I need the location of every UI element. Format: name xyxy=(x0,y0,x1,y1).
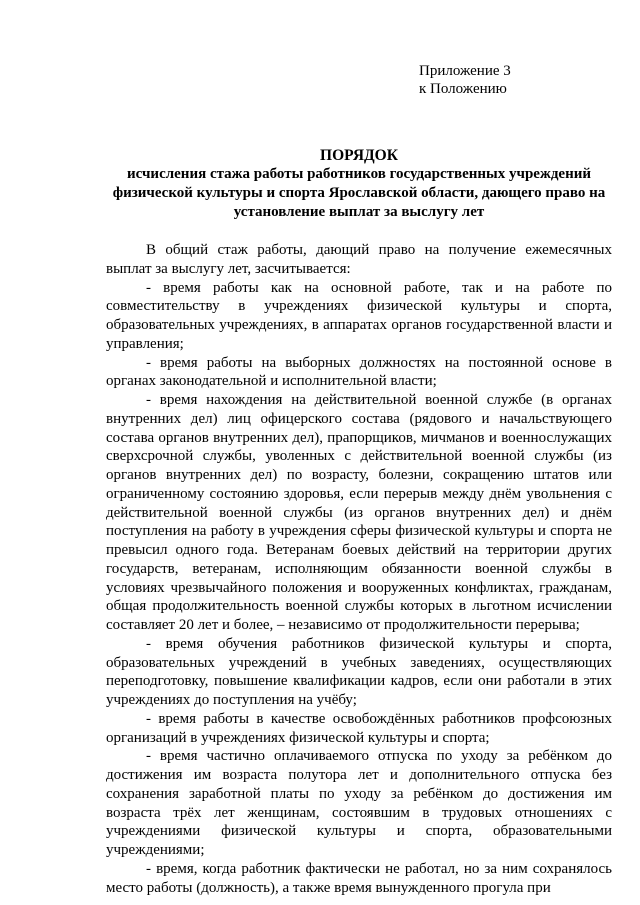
paragraph-item: - время работы на выборных должностях на постоянной основе в органах законодательной и исполнительной власти; xyxy=(106,354,612,390)
title-heading: ПОРЯДОК xyxy=(320,147,398,164)
paragraph-item: - время, когда работник фактически не работал, но за ним сохранялось место работы (должность), а также время вынужденного прогула при xyxy=(106,860,612,896)
title-line-1: исчисления стажа работы работников государственных учреждений xyxy=(126,166,592,182)
paragraph-item: - время работы как на основной работе, так и на работе по совместительству в учреждениях физической культуры и спорта, образовательных учреждениях, в аппаратах органов государственной власти и управления; xyxy=(106,279,612,352)
annex-line-1: Приложение 3 xyxy=(419,63,511,79)
annex-reference xyxy=(419,62,612,98)
document-title xyxy=(106,146,612,222)
paragraph-item: - время работы в качестве освобождённых работников профсоюзных организаций в учреждениях физической культуры и спорта; xyxy=(106,710,612,746)
title-line-3: установление выплат за выслугу лет xyxy=(233,204,485,220)
paragraph-item: - время частично оплачиваемого отпуска по уходу за ребёнком до достижения им возраста полутора лет и дополнительного отпуска без сохранения заработной платы по уходу за ребёнком до достижения им возраста трёх лет женщинам, состоявшим в трудовых отношениях с учреждениями физической культуры и спорта, образовательными учреждениями; xyxy=(106,748,612,858)
title-line-2: физической культуры и спорта Ярославской области, дающего право на xyxy=(112,185,606,201)
annex-line-2: к Положению xyxy=(419,81,507,97)
document-body xyxy=(106,241,612,897)
paragraph-intro: В общий стаж работы, дающий право на получение ежемесячных выплат за выслугу лет, засчитывается: xyxy=(106,242,612,277)
paragraph-item: - время обучения работников физической культуры и спорта, образовательных учреждений в учебных заведениях, осуществляющих переподготовку, повышение квалификации кадров, если они работали в этих учреждениях до поступления на учёбу; xyxy=(106,635,612,708)
paragraph-item: - время нахождения на действительной военной службе (в органах внутренних дел) лиц офицерского состава (рядового и начальствующего состава органов внутренних дел), прапорщиков, мичманов и военнослужащих сверхсрочной службы, уволенных с действительной военной службы (из органов внутренних дел) по возрасту, болезни, сокращению штатов или ограниченному состоянию здоровья, если перерыв между днём увольнения с действительной военной службы (из органов внутренних дел) и днём поступления на работу в учреждения сферы физической культуры и спорта не превысил одного года. Ветеранам боевых действий на территории других государств, ветеранам, исполняющим обязанности военной службы в условиях чрезвычайного положения и вооруженных конфликтах, гражданам, общая продолжительность военной службы которых в льготном исчислении составляет 20 лет и более, – независимо от продолжительности перерыва; xyxy=(106,392,612,633)
